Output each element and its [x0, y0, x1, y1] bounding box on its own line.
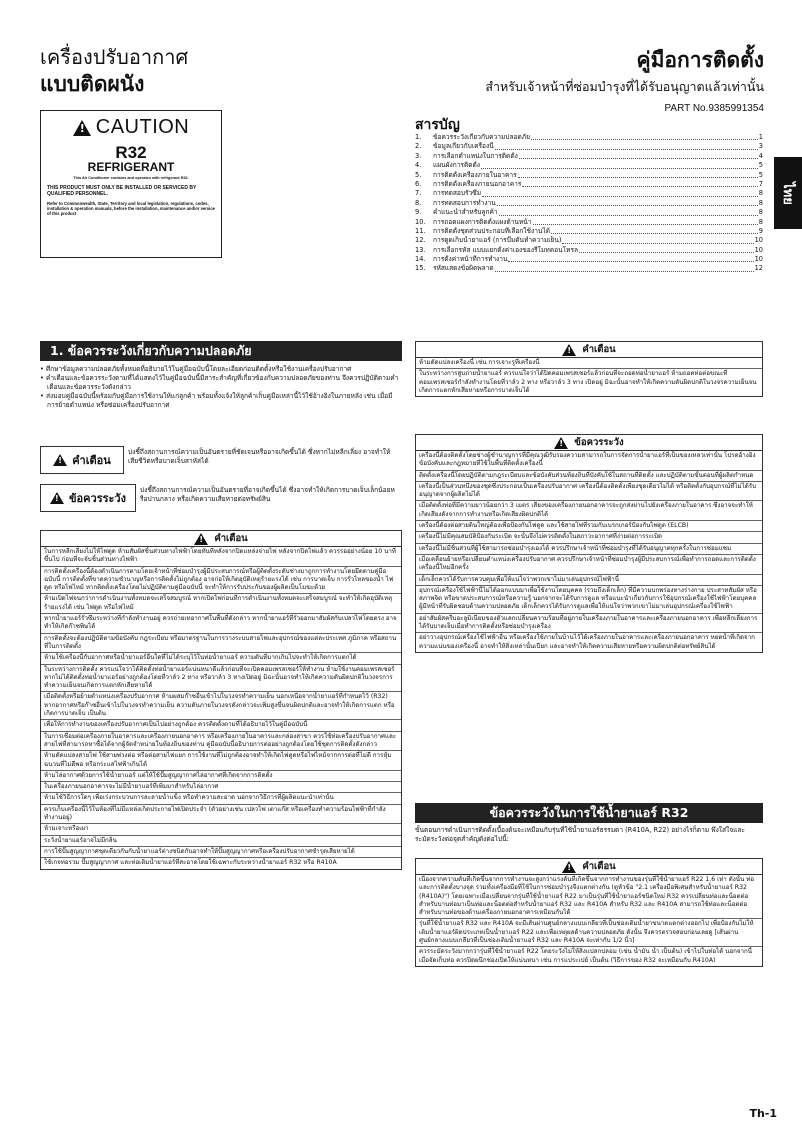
section-1-bullets	[40, 365, 402, 410]
r32-warning-box: ! คำเตือน เนื่องจากความดันที่เกิดขึ้นจากการทำงานจะสูงกว่าแรงดันที่เกิดขึ้นจากการทำงานของรุ่นที่ใช้น้ำยาแอร์ R22 1.6 เท่า ดังนั้น ท่อและการติดตั้งบางจุด รวมทั้งเครื่องมือที่ใช้ในการซ่อมบำรุงจึงแตกต่างกัน (ดูหัวข้อ "2.1 เครื่องมือพิเศษสำหรับน้ำยาแอร์ R32 (R410A)") โดยเฉพาะเมื่อเปลี่ยนจากรุ่นที่ใช้น้ำยาแอร์ R22 มาเป็นรุ่นที่ใช้น้ำยาแอร์ชนิดใหม่ R32 ควรเปลี่ยนท่อและน็อตต่อสำหรับบานท่อมาเป็นท่อและน็อตต่อสำหรับน้ำยาแอร์ R32 และ R410A สำหรับ R32 และ R410A สามารถใช้ท่อและน็อตต่อสำหรับบานท่อของด้านเครื่องภายนอกอาคารเหมือนกันได้ รุ่นที่ใช้น้ำยาแอร์ R32 และ R410A จะมีเส้นผ่านศูนย์กลางแบบเกลียวที่เป็นช่องเติมน้ำยาขนาดแตกต่างออกไป เพื่อป้องกันไม่ให้เติมน้ำยาแอร์ผิดประเภทเป็นน้ำยาแอร์ R22 และเพื่อเหตุผลด้านความปลอดภัย ดังนั้น จึงควรตรวจสอบก่อนเลยดู [เส้นผ่านศูนย์กลางแบบเกลียวที่เป็นช่องเติมน้ำยาแอร์ R32 และ R410A จะเท่ากับ 1/2 นิ้ว] ควรระมัดระวังมากกว่ารุ่นที่ใช้น้ำยาแอร์ R22 โดยระวังไม่ให้สิ่งแปลกปลอม (เช่น น้ำมัน น้ำ เป็นต้น) เข้าไปในท่อได้ นอกจากนี้ เมื่อจัดเก็บท่อ ควรปิดผนึกช่องเปิดให้แน่นหนา เช่น การแประเปย์ เป็นต้น (วิธีการของ R32 จะเหมือนกับ R410A)	[415, 858, 763, 967]
right-warning-box: ! คำเตือน ห้ามดัดแปลงเครื่องนี้ เช่น การเจาะรูที่เครื่องนี้ ในระหว่างการสูบถ่ายน้ำยาแอร์ ควรแน่ใจว่าได้ปิดคอมเพรสเซอร์แล้วก่อนที่จะถอดท่อน้ำยาแอร์ ห้ามถอดท่อต่อขณะที่คอมเพรสเซอร์กำลังทำงานโดยที่วาล์ว 2 ทาง หรือวาล์ว 3 ทาง เปิดอยู่ มิฉะนั้นอาจทำให้เกิดความดันผิดปกติในวงจรความเย็นจนเกิดการแตกหักเสียหายหรือการบาดเจ็บได้	[415, 341, 763, 397]
notice-row: เมื่อเคลื่อนย้ายหรือเปลี่ยนตำแหน่งเครื่องปรับอากาศ ควรปรึกษาเจ้าหน้าที่ซ่อมบำรุงผู้มีประสบการณ์เพื่อทำการถอดและการติดตั้งเครื่องนี้ใหม่อีกครั้ง	[416, 555, 762, 575]
r32-section-header: ข้อควรระวังในการใช้น้ำยาแอร์ R32	[415, 803, 763, 823]
notice-row: ระวังน้ำยาแอร์อาจไม่มีกลิ่น	[41, 836, 401, 847]
notice-row: ห้ามไล่อากาศด้วยการใช้น้ำยาแอร์ แต่ให้ใช้ปั๊มสูญญากาศไล่อากาศที่เกิดจากการติดตั้ง	[41, 771, 401, 782]
toc-item[interactable]: 1. ข้อควรระวังเกี่ยวกับความปลอดภัย 1	[415, 133, 763, 141]
bullet-item: • ศึกษาข้อมูลความปลอดภัยทั้งหมดที่อธิบายไว้ในคู่มือฉบับนี้โดยละเอียดก่อนติดตั้งหรือใช้งานเครื่องปรับอากาศ	[40, 365, 352, 373]
warning-triangle-icon	[73, 120, 91, 136]
notice-row: ในเครื่องภายนอกอาคารจะไม่มีน้ำยาแอร์ที่เพิ่มมาสำหรับไล่อากาศ	[41, 782, 401, 793]
toc-item[interactable]: 7. การทดสอบรั่วซึม 8	[415, 189, 763, 198]
notice-row: ห้ามดัดแปลงสายไฟ ใช้สายพ่วงต่อ หรือต่อสายไฟแยก การใช้งานที่ไม่ถูกต้องอาจทำให้เกิดไฟดูดหรือไฟไหม้จากการต่อที่ไม่ดี การหุ้มฉนวนที่ไม่ดีพอ หรือกระแสไฟฟ้าเกินได้	[41, 751, 401, 771]
notice-row: ควรระมัดระวังมากกว่ารุ่นที่ใช้น้ำยาแอร์ R22 โดยระวังไม่ให้สิ่งแปลกปลอม (เช่น น้ำมัน น้ำ เป็นต้น) เข้าไปในท่อได้ นอกจากนี้ เมื่อจัดเก็บท่อ ควรปิดผนึกช่องเปิดให้แน่นหนา เช่น การแประเปย์ เป็นต้น (วิธีการของ R32 จะเหมือนกับ R410A)	[419, 948, 752, 964]
notice-row: หากน้ำยาแอร์รั่วซึมระหว่างที่กำลังทำงานอยู่ ควรถ่ายเทอากาศในพื้นที่ดังกล่าว หากน้ำยาแอร์ที่รั่วออกมาสัมผัสกับเปลวไฟโดยตรง อาจทำให้เกิดก๊าซพิษได้	[41, 614, 401, 634]
refrigerant-code: R32	[115, 143, 147, 162]
notice-row: เมื่อติดตั้งท่อที่มีความยาวน้อยกว่า 3 เมตร เสียงของเครื่องภายนอกอาคารจะถูกส่งผ่านไปยังเครื่องภายในอาคาร ซึ่งอาจจะทำให้เกิดเสียงดังจากการทำงานหรือเกิดเสียงผิดปกติได้	[416, 501, 762, 521]
notice-row: ในการหลีกเลี่ยงไม่ให้ไฟดูด ห้ามสัมผัสชิ้นส่วนทางไฟฟ้าโดยทันทีหลังจากปิดแหล่งจ่ายไฟ หลังจากปิดไฟแล้ว ควรรออย่างน้อย 10 นาทีขึ้นไป ก่อนที่จะจับชิ้นส่วนทางไฟฟ้า	[41, 547, 401, 567]
notice-row: เครื่องนี้ไม่มีชิ้นส่วนที่ผู้ใช้สามารถซ่อมบำรุงเองได้ ควรปรึกษาเจ้าหน้าที่ซ่อมบำรุงที่ได้รับอนุญาตทุกครั้งในการซ่อมแซม	[416, 544, 762, 555]
notice-row: ติดตั้งเครื่องนี้โดยปฏิบัติตามกฎระเบียบและข้อบังคับส่วนท้องถิ่นที่บังคับใช้ในสถานที่ติดตั้ง และปฏิบัติตามขั้นตอนที่ผู้ผลิตกำหนด	[416, 471, 762, 482]
caution-legend: ! ข้อควรระวัง บ่งชี้ถึงสถานการณ์ความเป็นอันตรายที่อาจเกิดขึ้นได้ ซึ่งอาจทำให้เกิดการบาดเจ็บเล็กน้อยหรือปานกลาง หรือเกิดความเสียหายต่อทรัพย์สิน	[40, 484, 402, 512]
page-number: Th-1	[749, 1107, 777, 1120]
notice-row: ในการเชื่อมต่อเครื่องภายในอาคารและเครื่องภายนอกอาคาร หรือเครื่องภายในอาคารและกล่องสาขา ควรใช้ท่อเครื่องปรับอากาศและสายไฟที่สามารถหาซื้อได้จากผู้จัดจำหน่ายในท้องถิ่นของท่าน คู่มือฉบับนี้อธิบายการต่ออย่างถูกต้องโดยใช้ชุดการติดตั้งดังกล่าว	[41, 732, 401, 752]
notice-row: เมื่อติดตั้งหรือย้ายตำแหน่งเครื่องปรับอากาศ ห้ามผสมก๊าซอื่นเข้าไปในวงจรทำความเย็น นอกเหนือจากน้ำยาแอร์ที่กำหนดไว้ (R32) หากอากาศหรือก๊าซอื่นเข้าไปในวงจรทำความเย็น ความดันภายในวงจรดังกล่าวจะเพิ่มสูงขึ้นจนผิดปกติและอาจทำให้เกิดการแตก หรือเกิดการบาดเจ็บ เป็นต้น	[41, 692, 401, 720]
part-number: PART No.9385991354	[664, 103, 764, 114]
caution-small-text-2: THIS PRODUCT MUST ONLY BE INSTALLED OR SERVICED BY QUALIFIED PERSONNEL.	[47, 185, 197, 197]
notice-row: ควรเก็บเครื่องนี้ไว้ในห้องที่ไม่มีแหล่งเกิดประกายไฟเปิดประจำ (ตัวอย่างเช่น เปลวไฟ เตาแก๊ส หรือเครื่องทำความร้อนไฟฟ้าที่กำลังทำงานอยู่)	[41, 805, 401, 825]
notice-row: เพื่อให้การทำงานของเครื่องปรับอากาศเป็นไปอย่างถูกต้อง ควรติดตั้งตามที่ได้อธิบายไว้ในคู่มือฉบับนี้	[41, 720, 401, 731]
toc-item[interactable]: 10. การถอดแผงการติดตั้งแผงด้านหน้า 8	[415, 217, 763, 226]
notice-row: อุปกรณ์เครื่องใช้ไฟฟ้านี้ไม่ได้ออกแบบมาเพื่อใช้งานโดยบุคคล (รวมถึงเด็กเล็ก) ที่มีความบกพร่องทางร่างกาย ประสาทสัมผัส หรือสภาพจิต หรือขาดประสบการณ์หรือความรู้ นอกจากจะได้รับการดูแล หรือแนะนำเกี่ยวกับการใช้อุปกรณ์เครื่องใช้ไฟฟ้าโดยบุคคลผู้มีหน้าที่รับผิดชอบด้านความปลอดภัย เด็กเล็กควรได้รับการดูแลเพื่อให้แน่ใจว่าพวกเขาไม่มาเล่นอุปกรณ์เครื่องใช้ไฟฟ้า	[416, 586, 762, 614]
notice-row: การใช้ปั๊มสูญญากาศชุดเดียวกันกับน้ำยาแอร์ต่างชนิดกันอาจทำให้ปั๊มสูญญากาศหรือเครื่องปรับอากาศชำรุดเสียหายได้	[41, 847, 401, 858]
refrigerant-label: REFRIGERANT	[87, 160, 175, 174]
notice-row: ห้ามใช้เครื่องนี้กับอากาศหรือน้ำยาแอร์อื่นใดที่ไม่ได้ระบุไว้ในท่อน้ำยาแอร์ ความดันที่มากเกินไปจะทำให้เกิดการแตกได้	[41, 653, 401, 664]
toc-item[interactable]: 13. การเลือกรหัส แบบแยกตั้งค่าเองของรีโมทคอนโทรล 10	[415, 245, 763, 254]
right-caution-box: ! ข้อควรระวัง เครื่องนี้ต้องติดตั้งโดยช่างผู้ชำนาญการที่มีคุณวุฒิรับรองความสามารถในการจัดการน้ำยาแอร์ที่เป็นของเหลวเท่านั้น โปรดอ้างอิงข้อบังคับและกฎหมายที่ใช้ในพื้นที่ติดตั้งเครื่องนี้ ติดตั้งเครื่องนี้โดยปฏิบัติตามกฎระเบียบและข้อบังคับส่วนท้องถิ่นที่บังคับใช้ในสถานที่ติดตั้ง และปฏิบัติตามขั้นตอนที่ผู้ผลิตกำหนด เครื่องนี้เป็นส่วนหนึ่งของชุดซึ่งประกอบเป็นเครื่องปรับอากาศ เครื่องนี้ต้องติดตั้งเพียงชุดเดียวไม่ได้ หรือติดตั้งกับอุปกรณ์ที่ไม่ได้รับอนุญาตจากผู้ผลิตไม่ได้ เมื่อติดตั้งท่อที่มีความยาวน้อยกว่า 3 เมตร เสียงของเครื่องภายนอกอาคารจะถูกส่งผ่านไปยังเครื่องภายในอาคาร ซึ่งอาจจะทำให้เกิดเสียงดังจากการทำงานหรือเกิดเสียงผิดปกติได้ เครื่องนี้ต้องต่อสายดินใหญ่ต้องเพื่อป้องกันไฟดูด และใช้สายไฟที่รวมกับเบรกเกอร์ป้องกันไฟดูด (ELCB) เครื่องนี้ไม่มีคุณสมบัติป้องกันระเบิด จะนั้นจึงไม่ควรติดตั้งในสภาวะอากาศที่ง่ายต่อการระเบิด เครื่องนี้ไม่มีชิ้นส่วนที่ผู้ใช้สามารถซ่อมบำรุงเองได้ ควรปรึกษาเจ้าหน้าที่ซ่อมบำรุงที่ได้รับอนุญาตทุกครั้งในการซ่อมแซม เมื่อเคลื่อนย้ายหรือเปลี่ยนตำแหน่งเครื่องปรับอากาศ ควรปรึกษาเจ้าหน้าที่ซ่อมบำรุงผู้มีประสบการณ์เพื่อทำการถอดและการติดตั้งเครื่องนี้ใหม่อีกครั้ง เด็กเล็กควรได้รับการควบคุมเพื่อให้แน่ใจว่าพวกเขาไม่มาเล่นอุปกรณ์ไฟฟ้านี้ อุปกรณ์เครื่องใช้ไฟฟ้านี้ไม่ได้ออกแบบมาเพื่อใช้งานโดยบุคคล (รวมถึงเด็กเล็ก) ที่มีความบกพร่องทางร่างกาย ประสาทสัมผัส หรือสภาพจิต หรือขาดประสบการณ์หรือความรู้ นอกจากจะได้รับการดูแล หรือแนะนำเกี่ยวกับการใช้อุปกรณ์เครื่องใช้ไฟฟ้าโดยบุคคลผู้มีหน้าที่รับผิดชอบด้านความปลอดภัย เด็กเล็กควรได้รับการดูแลเพื่อให้แน่ใจว่าพวกเขาไม่มาเล่นอุปกรณ์เครื่องใช้ไฟฟ้า อย่าสัมผัสครีบอะลูมิเนียมของตัวแลกเปลี่ยนความร้อนที่อยู่ภายในเครื่องภายในอาคารและเครื่องภายนอกอาคาร เพื่อหลีกเลี่ยงการได้รับบาดเจ็บเมื่อทำการติดตั้งหรือซ่อมบำรุงเครื่อง อย่าวางอุปกรณ์เครื่องใช้ไฟฟ้าอื่น หรือเครื่องใช้ภายในบ้านไว้ใต้เครื่องภายในอาคารและเครื่องภายนอกอาคาร หยดน้ำที่เกิดจากความแน่นของเครื่องนี้ อาจทำให้สิ่งเหล่านั้นเปียก และอาจทำให้เกิดความเสียหายหรือความผิดปกติต่อทรัพย์สินได้	[415, 434, 763, 653]
notice-row: เด็กเล็กควรได้รับการควบคุมเพื่อให้แน่ใจว่าพวกเขาไม่มาเล่นอุปกรณ์ไฟฟ้านี้	[416, 575, 762, 586]
toc-item[interactable]: 5. การติดตั้งเครื่องภายในอาคาร 5	[415, 170, 763, 179]
manual-subtitle: สำหรับเจ้าหน้าที่ซ่อมบำรุงที่ได้รับอนุญาตแล้วเท่านั้น	[485, 79, 764, 94]
caution-label	[40, 110, 222, 258]
notice-row: รุ่นที่ใช้น้ำยาแอร์ R32 และ R410A จะมีเส้นผ่านศูนย์กลางแบบเกลียวที่เป็นช่องเติมน้ำยาขนาดแตกต่างออกไป เพื่อป้องกันไม่ให้เติมน้ำยาแอร์ผิดประเภทเป็นน้ำยาแอร์ R22 และเพื่อเหตุผลด้านความปลอดภัย ดังนั้น จึงควรตรวจสอบก่อนเลยดู [เส้นผ่านศูนย์กลางแบบเกลียวที่เป็นช่องเติมน้ำยาแอร์ R32 และ R410A จะเท่ากับ 1/2 นิ้ว]	[416, 919, 762, 947]
notice-row: ในระหว่างการติดตั้ง ควรแน่ใจว่าได้ติดตั้งท่อน้ำยาแอร์แน่นหนาดีแล้วก่อนที่จะเปิดคอมเพรสเซอร์ให้ทำงาน ห้ามใช้งานคอมเพรสเซอร์ หากไม่ได้ติดตั้งท่อน้ำยาแอร์อย่างถูกต้องโดยที่วาล์ว 2 ทาง หรือวาล์ว 3 ทางเปิดอยู่ มิฉะนั้นอาจทำให้เกิดความดันผิดปกติในวงจรการทำความเย็นจนเกิดการแตกหักเสียหายได้	[41, 665, 401, 693]
section-1-header: 1. ข้อควรระวังเกี่ยวกับความปลอดภัย	[40, 341, 402, 361]
doc-title-line2: แบบติดผนัง	[40, 72, 145, 96]
toc-item[interactable]: 15. รหัสแสดงข้อผิดพลาด 12	[415, 264, 763, 273]
notice-row: ห้ามเจาะหรือเผา	[41, 824, 401, 835]
manual-title: คู่มือการติดตั้ง	[636, 48, 764, 72]
toc-heading: สารบัญ	[415, 117, 460, 133]
toc-item[interactable]: 9. คำแนะนำสำหรับลูกค้า 8	[415, 208, 763, 217]
toc-item[interactable]: 6. การติดตั้งเครื่องภายนอกอาคาร 7	[415, 179, 763, 188]
toc-item[interactable]: 2. ข้อมูลเกี่ยวกับเครื่องนี้ 3	[415, 142, 763, 151]
r32-intro: ขั้นตอนการดำเนินการติดตั้งเบื้องต้นจะเหมือนกับรุ่นที่ใช้น้ำยาแอร์ธรรมดา (R410A, R22) อย่างไรก็ตาม พึงใส่ใจและระมัดระวังต่อจุดสำคัญดังต่อไปนี้:	[415, 826, 745, 843]
warning-icon	[194, 533, 208, 545]
notice-row: เนื่องจากความดันที่เกิดขึ้นจากการทำงานจะสูงกว่าแรงดันที่เกิดขึ้นจากการทำงานของรุ่นที่ใช้น้ำยาแอร์ R22 1.6 เท่า ดังนั้น ท่อและการติดตั้งบางจุด รวมทั้งเครื่องมือที่ใช้ในการซ่อมบำรุงจึงแตกต่างกัน (ดูหัวข้อ "2.1 เครื่องมือพิเศษสำหรับน้ำยาแอร์ R32 (R410A)") โดยเฉพาะเมื่อเปลี่ยนจากรุ่นที่ใช้น้ำยาแอร์ R22 มาเป็นรุ่นที่ใช้น้ำยาแอร์ชนิดใหม่ R32 ควรเปลี่ยนท่อและน็อตต่อสำหรับบานท่อมาเป็นท่อและน็อตต่อสำหรับน้ำยาแอร์ R32 และ R410A สำหรับ R32 และ R410A สามารถใช้ท่อและน็อตต่อสำหรับบานท่อของด้านเครื่องภายนอกอาคารเหมือนกันได้	[416, 875, 762, 919]
toc-item[interactable]: 4. แผนผังการติดตั้ง 5	[415, 161, 763, 170]
notice-row: ห้ามเปิดไฟจนกว่าการดำเนินงานทั้งหมดจะเสร็จสมบูรณ์ หากเปิดไฟก่อนที่การดำเนินงานทั้งหมดจะเสร็จสมบูรณ์ จะทำให้เกิดอุบัติเหตุร้ายแรงได้ เช่น ไฟดูด หรือไฟไหม้	[41, 594, 401, 614]
language-tab: ไทย	[774, 157, 802, 229]
warning-icon	[53, 454, 67, 466]
caution-icon	[554, 437, 568, 449]
toc-item[interactable]: 14. การตั้งค่าหน้าที่การทำงาน 10	[415, 255, 763, 264]
left-warning-box: ! คำเตือน ในการหลีกเลี่ยงไม่ให้ไฟดูด ห้ามสัมผัสชิ้นส่วนทางไฟฟ้าโดยทันทีหลังจากปิดแหล่งจ่ายไฟ หลังจากปิดไฟแล้ว ควรรออย่างน้อย 10 นาทีขึ้นไป ก่อนที่จะจับชิ้นส่วนทางไฟฟ้า การติดตั้งเครื่องนี้ต้องดำเนินการตามโดยเจ้าหน้าที่ซ่อมบำรุงผู้มีประสบการณ์หรือผู้ติดตั้งระดับช่างมาถูกการทำงานโดยยึดตามคู่มือฉบับนี้ การติดตั้งที่ขาดความชำนาญหรือการติดตั้งไม่ถูกต้อง อาจก่อให้เกิดอุบัติเหตุร้ายแรงได้ เช่น การบาดเจ็บ การรั่วไหลของน้ำ ไฟดูด หรือไฟไหม้ หากติดตั้งเครื่องโดยไม่ปฏิบัติตามคู่มือฉบับนี้ จะทำให้การรับประกันของผู้ผลิตเป็นโมฆะด้วย ห้ามเปิดไฟจนกว่าการดำเนินงานทั้งหมดจะเสร็จสมบูรณ์ หากเปิดไฟก่อนที่การดำเนินงานทั้งหมดจะเสร็จสมบูรณ์ จะทำให้เกิดอุบัติเหตุร้ายแรงได้ เช่น ไฟดูด หรือไฟไหม้ หากน้ำยาแอร์รั่วซึมระหว่างที่กำลังทำงานอยู่ ควรถ่ายเทอากาศในพื้นที่ดังกล่าว หากน้ำยาแอร์ที่รั่วออกมาสัมผัสกับเปลวไฟโดยตรง อาจทำให้เกิดก๊าซพิษได้ การติดตั้งจะต้องปฏิบัติตามข้อบังคับ กฎระเบียบ หรือมาตรฐานในการวางระบบสายไฟและอุปกรณ์ของแต่ละประเทศ ภูมิภาค หรือสถานที่ในการติดตั้ง ห้ามใช้เครื่องนี้กับอากาศหรือน้ำยาแอร์อื่นใดที่ไม่ได้ระบุไว้ในท่อน้ำยาแอร์ ความดันที่มากเกินไปจะทำให้เกิดการแตกได้ ในระหว่างการติดตั้ง ควรแน่ใจว่าได้ติดตั้งท่อน้ำยาแอร์แน่นหนาดีแล้วก่อนที่จะเปิดคอมเพรสเซอร์ให้ทำงาน ห้ามใช้งานคอมเพรสเซอร์ หากไม่ได้ติดตั้งท่อน้ำยาแอร์อย่างถูกต้องโดยที่วาล์ว 2 ทาง หรือวาล์ว 3 ทางเปิดอยู่ มิฉะนั้นอาจทำให้เกิดความดันผิดปกติในวงจรการทำความเย็นจนเกิดการแตกหักเสียหายได้ เมื่อติดตั้งหรือย้ายตำแหน่งเครื่องปรับอากาศ ห้ามผสมก๊าซอื่นเข้าไปในวงจรทำความเย็น นอกเหนือจากน้ำยาแอร์ที่กำหนดไว้ (R32) หากอากาศหรือก๊าซอื่นเข้าไปในวงจรทำความเย็น ความดันภายในวงจรดังกล่าวจะเพิ่มสูงขึ้นจนผิดปกติและอาจทำให้เกิดการแตก หรือเกิดการบาดเจ็บ เป็นต้น เพื่อให้การทำงานของเครื่องปรับอากาศเป็นไปอย่างถูกต้อง ควรติดตั้งตามที่ได้อธิบายไว้ในคู่มือฉบับนี้ ในการเชื่อมต่อเครื่องภายในอาคารและเครื่องภายนอกอาคาร หรือเครื่องภายในอาคารและกล่องสาขา ควรใช้ท่อเครื่องปรับอากาศและสายไฟที่สามารถหาซื้อได้จากผู้จัดจำหน่ายในท้องถิ่นของท่าน คู่มือฉบับนี้อธิบายการต่ออย่างถูกต้องโดยใช้ชุดการติดตั้งดังกล่าว ห้ามดัดแปลงสายไฟ ใช้สายพ่วงต่อ หรือต่อสายไฟแยก การใช้งานที่ไม่ถูกต้องอาจทำให้เกิดไฟดูดหรือไฟไหม้จากการต่อที่ไม่ดี การหุ้มฉนวนที่ไม่ดีพอ หรือกระแสไฟฟ้าเกินได้ ห้ามไล่อากาศด้วยการใช้น้ำยาแอร์ แต่ให้ใช้ปั๊มสูญญากาศไล่อากาศที่เกิดจากการติดตั้ง ในเครื่องภายนอกอาคารจะไม่มีน้ำยาแอร์ที่เพิ่มมาสำหรับไล่อากาศ ห้ามใช้วิธีการใดๆ เพื่อเร่งกระบวนการละลายน้ำแข็ง หรือทำความสะอาด นอกจากวิธีการที่ผู้ผลิตแนะนำเท่านั้น ควรเก็บเครื่องนี้ไว้ในห้องที่ไม่มีแหล่งเกิดประกายไฟเปิดประจำ (ตัวอย่างเช่น เปลวไฟ เตาแก๊ส หรือเครื่องทำความร้อนไฟฟ้าที่กำลังทำงานอยู่) ห้ามเจาะหรือเผา ระวังน้ำยาแอร์อาจไม่มีกลิ่น การใช้ปั๊มสูญญากาศชุดเดียวกันกับน้ำยาแอร์ต่างชนิดกันอาจทำให้ปั๊มสูญญากาศหรือเครื่องปรับอากาศชำรุดเสียหายได้ ใช้เกจท่อรวม ปั๊มสูญญากาศ และท่อเติมน้ำยาแอร์ที่สะอาดโดยใช้เฉพาะกับระหว่างน้ำยาแอร์ R32 หรือ R410A	[40, 530, 402, 870]
notice-row: อย่าวางอุปกรณ์เครื่องใช้ไฟฟ้าอื่น หรือเครื่องใช้ภายในบ้านไว้ใต้เครื่องภายในอาคารและเครื่องภายนอกอาคาร หยดน้ำที่เกิดจากความแน่นของเครื่องนี้ อาจทำให้สิ่งเหล่านั้นเปียก และอาจทำให้เกิดความเสียหายหรือความผิดปกติต่อทรัพย์สินได้	[419, 634, 755, 650]
notice-row: การติดตั้งจะต้องปฏิบัติตามข้อบังคับ กฎระเบียบ หรือมาตรฐานในการวางระบบสายไฟและอุปกรณ์ของแต่ละประเทศ ภูมิภาค หรือสถานที่ในการติดตั้ง	[41, 634, 401, 654]
toc-item[interactable]: 11. การติดตั้งชุดส่วนประกอบที่เลือกใช้งานได้ 9	[415, 226, 763, 235]
caution-small-text-1: This Air Conditioner contains and operates with refrigerant R32.	[73, 176, 189, 180]
warning-icon	[562, 344, 576, 356]
caution-title: CAUTION	[95, 116, 190, 138]
bullet-item: • ส่งมอบคู่มือฉบับนี้พร้อมกับคู่มือการใช้งานให้แก่ลูกค้า พร้อมทั้งแจ้งให้ลูกค้าเก็บคู่มือเหล่านี้ไว้ใช้อ้างอิงในภายหลัง เช่น เมื่อมีการย้ายตำแหน่ง หรือซ่อมเครื่องปรับอากาศ	[40, 392, 393, 409]
notice-row: การติดตั้งเครื่องนี้ต้องดำเนินการตามโดยเจ้าหน้าที่ซ่อมบำรุงผู้มีประสบการณ์หรือผู้ติดตั้งระดับช่างมาถูกการทำงานโดยยึดตามคู่มือฉบับนี้ การติดตั้งที่ขาดความชำนาญหรือการติดตั้งไม่ถูกต้อง อาจก่อให้เกิดอุบัติเหตุร้ายแรงได้ เช่น การบาดเจ็บ การรั่วไหลของน้ำ ไฟดูด หรือไฟไหม้ หากติดตั้งเครื่องโดยไม่ปฏิบัติตามคู่มือฉบับนี้ จะทำให้การรับประกันของผู้ผลิตเป็นโมฆะด้วย	[41, 567, 401, 595]
bullet-item: • คำเตือนและข้อควรระวังตามที่ได้แสดงไว้ในคู่มือฉบับนี้มีสาระสำคัญที่เกี่ยวข้องกับความปลอดภัยของท่าน จึงควรปฏิบัติตามคำเตือนและข้อควรระวังดังกล่าว	[40, 374, 399, 391]
caution-small-text-3: Refer to Commonwealth, State, Territory and local legislation, regulations, codes, installation & operation manuals, before the installation, maintenance and/or service of this product	[47, 201, 216, 217]
caution-icon	[50, 492, 64, 504]
warning-icon	[562, 861, 576, 873]
warning-legend: ! คำเตือน บ่งชี้ถึงสถานการณ์ความเป็นอันตรายที่ชัดเจนหรืออาจเกิดขึ้นได้ ซึ่งหากไม่หลีกเลี่ยง อาจทำให้เสียชีวิตหรือบาดเจ็บสาหัสได้	[40, 446, 402, 474]
toc-item[interactable]: 8. การทดสอบการทำงาน 8	[415, 198, 763, 207]
notice-row: ในระหว่างการสูบถ่ายน้ำยาแอร์ ควรแน่ใจว่าได้ปิดคอมเพรสเซอร์แล้วก่อนที่จะถอดท่อน้ำยาแอร์ ห้ามถอดท่อต่อขณะที่คอมเพรสเซอร์กำลังทำงานโดยที่วาล์ว 2 ทาง หรือวาล์ว 3 ทาง เปิดอยู่ มิฉะนั้นอาจทำให้เกิดความดันผิดปกติในวงจรความเย็นจนเกิดการแตกหักเสียหายหรือการบาดเจ็บได้	[419, 370, 757, 394]
table-of-contents	[415, 133, 763, 274]
warning-legend-text: บ่งชี้ถึงสถานการณ์ความเป็นอันตรายที่ชัดเจนหรืออาจเกิดขึ้นได้ ซึ่งหากไม่หลีกเลี่ยง อาจทำให้เสียชีวิตหรือบาดเจ็บสาหัสได้	[128, 448, 391, 465]
doc-title-line1: เครื่องปรับอากาศ	[40, 45, 189, 69]
notice-row: ห้ามใช้วิธีการใดๆ เพื่อเร่งกระบวนการละลายน้ำแข็ง หรือทำความสะอาด นอกจากวิธีการที่ผู้ผลิตแนะนำเท่านั้น	[41, 793, 401, 804]
toc-item[interactable]: 12. การดูดเก็บน้ำยาแอร์ (การปั๊มดันทำความเย็น) 10	[415, 236, 763, 245]
notice-row: เครื่องนี้ต้องติดตั้งโดยช่างผู้ชำนาญการที่มีคุณวุฒิรับรองความสามารถในการจัดการน้ำยาแอร์ที่เป็นของเหลวเท่านั้น โปรดอ้างอิงข้อบังคับและกฎหมายที่ใช้ในพื้นที่ติดตั้งเครื่องนี้	[416, 451, 762, 471]
notice-row: เครื่องนี้เป็นส่วนหนึ่งของชุดซึ่งประกอบเป็นเครื่องปรับอากาศ เครื่องนี้ต้องติดตั้งเพียงชุดเดียวไม่ได้ หรือติดตั้งกับอุปกรณ์ที่ไม่ได้รับอนุญาตจากผู้ผลิตไม่ได้	[416, 482, 762, 502]
notice-row: ห้ามดัดแปลงเครื่องนี้ เช่น การเจาะรูที่เครื่องนี้	[416, 358, 762, 369]
caution-legend-text: บ่งชี้ถึงสถานการณ์ความเป็นอันตรายที่อาจเกิดขึ้นได้ ซึ่งอาจทำให้เกิดการบาดเจ็บเล็กน้อยหรือปานกลาง หรือเกิดความเสียหายต่อทรัพย์สิน	[140, 486, 395, 503]
notice-row: เครื่องนี้ต้องต่อสายดินใหญ่ต้องเพื่อป้องกันไฟดูด และใช้สายไฟที่รวมกับเบรกเกอร์ป้องกันไฟดูด (ELCB)	[416, 521, 762, 532]
notice-row: ใช้เกจท่อรวม ปั๊มสูญญากาศ และท่อเติมน้ำยาแอร์ที่สะอาดโดยใช้เฉพาะกับระหว่างน้ำยาแอร์ R32 หรือ R410A	[44, 859, 337, 867]
notice-row: อย่าสัมผัสครีบอะลูมิเนียมของตัวแลกเปลี่ยนความร้อนที่อยู่ภายในเครื่องภายในอาคารและเครื่องภายนอกอาคาร เพื่อหลีกเลี่ยงการได้รับบาดเจ็บเมื่อทำการติดตั้งหรือซ่อมบำรุงเครื่อง	[416, 614, 762, 634]
notice-row: เครื่องนี้ไม่มีคุณสมบัติป้องกันระเบิด จะนั้นจึงไม่ควรติดตั้งในสภาวะอากาศที่ง่ายต่อการระเบิด	[416, 532, 762, 543]
toc-item[interactable]: 3. การเลือกตำแหน่งในการติดตั้ง 4	[415, 151, 763, 160]
